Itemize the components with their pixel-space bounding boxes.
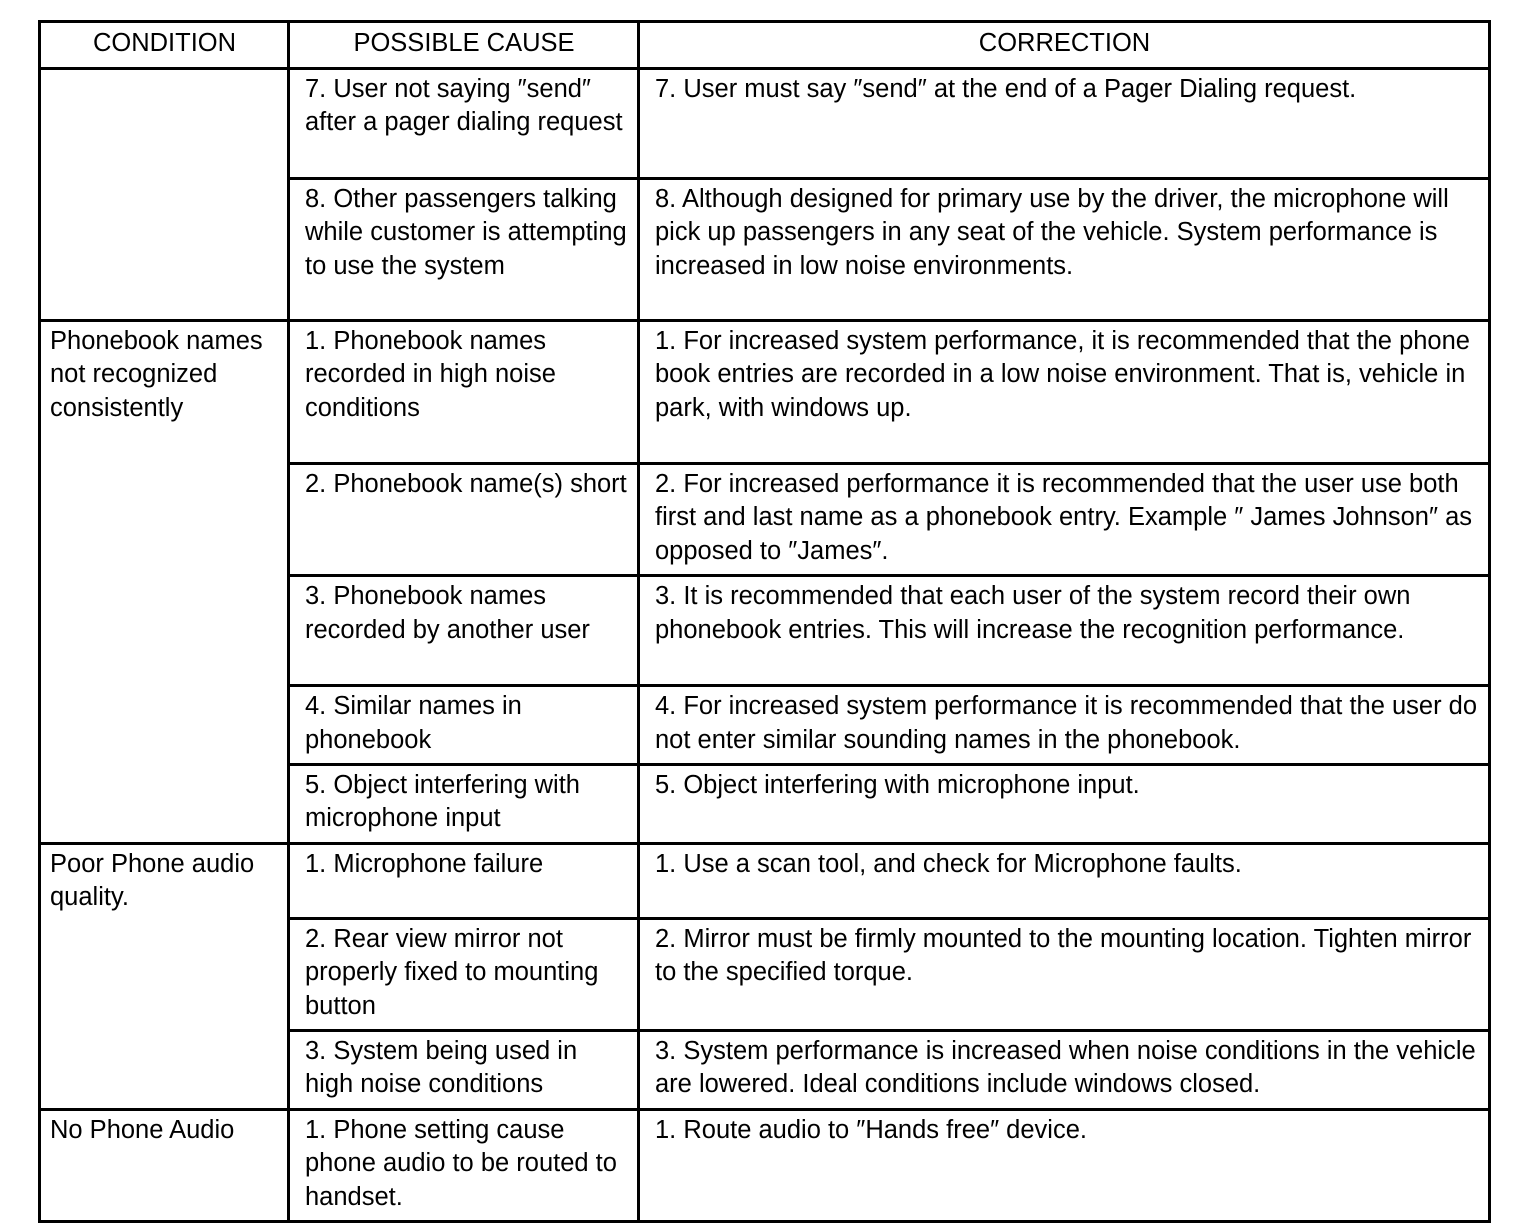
diagnostic-table bbox=[38, 20, 1491, 1223]
cause-cell: 3. Phonebook names recorded by another user bbox=[289, 576, 639, 686]
correction-cell: 1. Use a scan tool, and check for Microphone faults. bbox=[639, 843, 1490, 918]
header-row bbox=[40, 22, 1490, 69]
table-row bbox=[40, 69, 1490, 179]
cause-cell: 2. Phonebook name(s) short bbox=[289, 464, 639, 576]
correction-cell: 2. Mirror must be firmly mounted to the mounting location. Tighten mirror to the specified torque. bbox=[639, 918, 1490, 1030]
condition-cell: Phonebook names not recognized consistently bbox=[40, 321, 289, 844]
table-row bbox=[40, 1109, 1490, 1221]
cause-cell: 8. Other passengers talking while customer is attempting to use the system bbox=[289, 179, 639, 321]
correction-cell: 2. For increased performance it is recommended that the user use both first and last name as a phonebook entry. Example ″ James Johnson″ as opposed to ″James″. bbox=[639, 464, 1490, 576]
condition-cell bbox=[40, 69, 289, 321]
correction-cell: 8. Although designed for primary use by the driver, the microphone will pick up passengers in any seat of the vehicle. System performance is increased in low noise environments. bbox=[639, 179, 1490, 321]
correction-cell: 3. System performance is increased when noise conditions in the vehicle are lowered. Ideal conditions include windows closed. bbox=[639, 1031, 1490, 1110]
cause-cell: 5. Object interfering with microphone input bbox=[289, 765, 639, 844]
correction-cell: 1. For increased system performance, it is recommended that the phone book entries are recorded in a low noise environment. That is, vehicle in park, with windows up. bbox=[639, 321, 1490, 464]
header-condition: CONDITION bbox=[40, 22, 289, 69]
correction-cell: 5. Object interfering with microphone input. bbox=[639, 765, 1490, 844]
table-row bbox=[40, 843, 1490, 918]
cause-cell: 1. Phone setting cause phone audio to be routed to handset. bbox=[289, 1109, 639, 1221]
cause-cell: 4. Similar names in phonebook bbox=[289, 686, 639, 765]
correction-cell: 1. Route audio to ″Hands free″ device. bbox=[639, 1109, 1490, 1221]
header-correction: CORRECTION bbox=[639, 22, 1490, 69]
header-possible-cause: POSSIBLE CAUSE bbox=[289, 22, 639, 69]
cause-cell: 7. User not saying ″send″ after a pager dialing request bbox=[289, 69, 639, 179]
table-row bbox=[40, 321, 1490, 464]
cause-cell: 3. System being used in high noise conditions bbox=[289, 1031, 639, 1110]
condition-cell: Poor Phone audio quality. bbox=[40, 843, 289, 1109]
correction-cell: 3. It is recommended that each user of the system record their own phonebook entries. This will increase the recognition performance. bbox=[639, 576, 1490, 686]
cause-cell: 1. Microphone failure bbox=[289, 843, 639, 918]
cause-cell: 1. Phonebook names recorded in high noise conditions bbox=[289, 321, 639, 464]
cause-cell: 2. Rear view mirror not properly fixed to mounting button bbox=[289, 918, 639, 1030]
correction-cell: 4. For increased system performance it is recommended that the user do not enter similar sounding names in the phonebook. bbox=[639, 686, 1490, 765]
correction-cell: 7. User must say ″send″ at the end of a Pager Dialing request. bbox=[639, 69, 1490, 179]
condition-cell: No Phone Audio bbox=[40, 1109, 289, 1221]
